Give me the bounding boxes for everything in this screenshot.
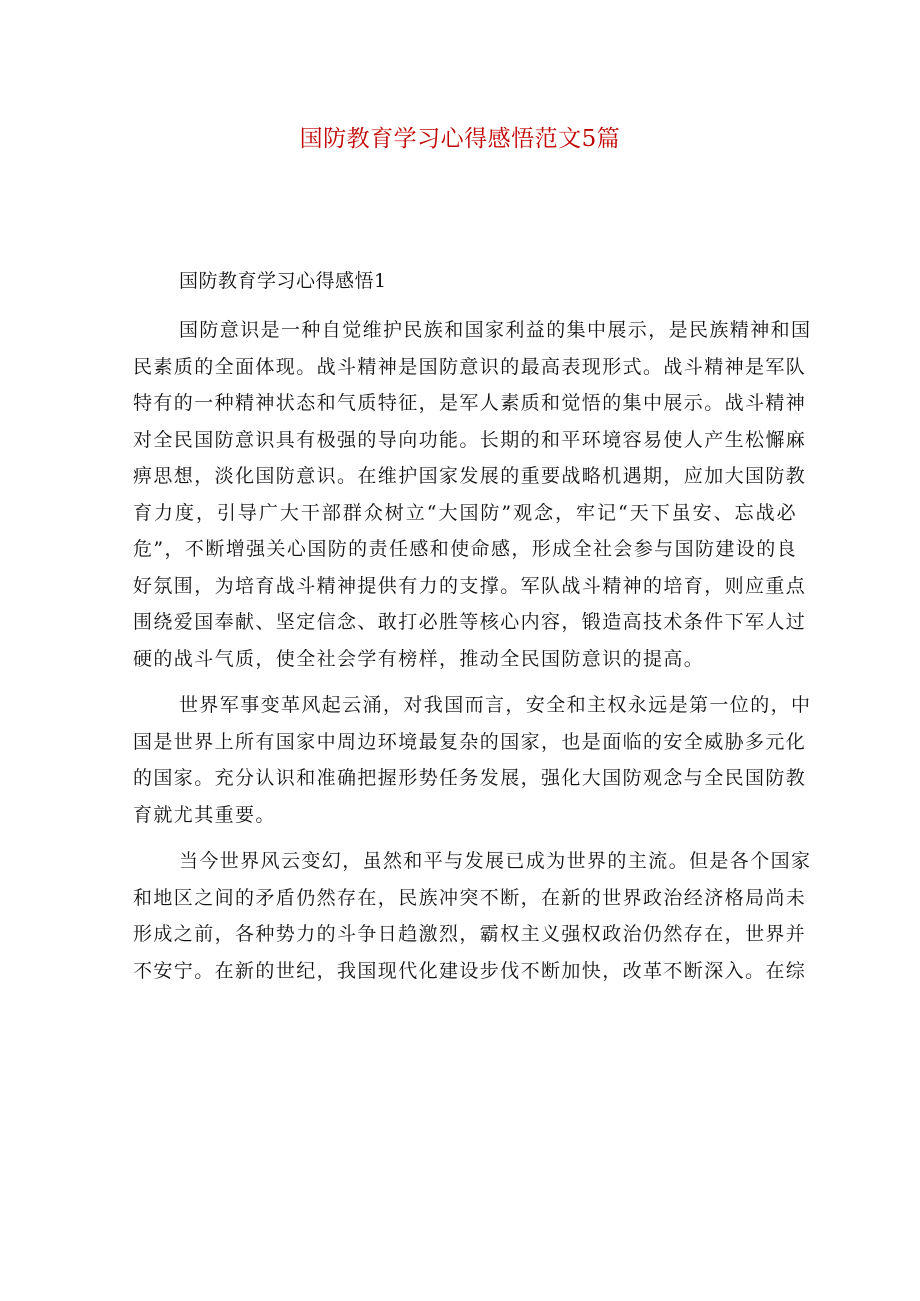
- paragraph-line: 国是世界上所有国家中周边环境最复杂的国家，也是面临的安全威胁多元化: [133, 730, 807, 753]
- paragraph-line: 危”，不断增强关心国防的责任感和使命感，形成全社会参与国防建设的良: [133, 538, 797, 560]
- paragraph-line: 痹思想，淡化国防意识。在维护国家发展的重要战略机遇期，应加大国防教: [133, 465, 807, 487]
- document-body: [133, 312, 812, 999]
- paragraph-line: 民素质的全面体现。战斗精神是国防意识的最高表现形式。战斗精神是军队: [133, 355, 807, 378]
- paragraph-line: 育就尤其重要。: [133, 803, 276, 826]
- paragraph-line: 世界军事变革风起云涌，对我国而言，安全和主权永远是第一位的，中: [179, 694, 812, 716]
- paragraph-line: 特有的一种精神状态和气质特征，是军人素质和觉悟的集中展示。战斗精神: [133, 392, 807, 414]
- paragraph-line: 的国家。充分认识和准确把握形势任务发展，强化大国防观念与全民国防教: [133, 767, 807, 789]
- body-paragraph: [133, 687, 812, 833]
- document-title: 国防教育学习心得感悟范文5篇: [299, 126, 621, 152]
- paragraph-line: 对全民国防意识具有极强的导向功能。长期的和平环境容易使人产生松懈麻: [133, 428, 807, 451]
- paragraph-line: 不安宁。在新的世纪，我国现代化建设步伐不断加快，改革不断深入。在综: [133, 959, 807, 982]
- paragraph-line: 好氛围，为培育战斗精神提供有力的支撑。军队战斗精神的培育，则应重点: [133, 574, 807, 597]
- paragraph-line: 当今世界风云变幻，虽然和平与发展已成为世界的主流。但是各个国家: [179, 850, 812, 872]
- body-paragraph: [133, 843, 812, 989]
- paragraph-line: 育力度，引导广大干部群众树立“大国防”观念，牢记“天下虽安、忘战必: [133, 501, 797, 524]
- paragraph-line: 形成之前，各种势力的斗争日趋激烈，霸权主义强权政治仍然存在，世界并: [133, 923, 807, 945]
- paragraph-line: 和地区之间的矛盾仍然存在，民族冲突不断，在新的世界政治经济格局尚未: [133, 886, 807, 909]
- paragraph-line: 硬的战斗气质，使全社会学有榜样，推动全民国防意识的提高。: [133, 647, 705, 670]
- paragraph-line: 围绕爱国奉献、坚定信念、敢打必胜等核心内容，锻造高技术条件下军人过: [133, 611, 807, 633]
- section-heading: 国防教育学习心得感悟1: [179, 270, 387, 292]
- body-paragraph: [133, 312, 812, 677]
- paragraph-line: 国防意识是一种自觉维护民族和国家利益的集中展示，是民族精神和国: [179, 319, 812, 341]
